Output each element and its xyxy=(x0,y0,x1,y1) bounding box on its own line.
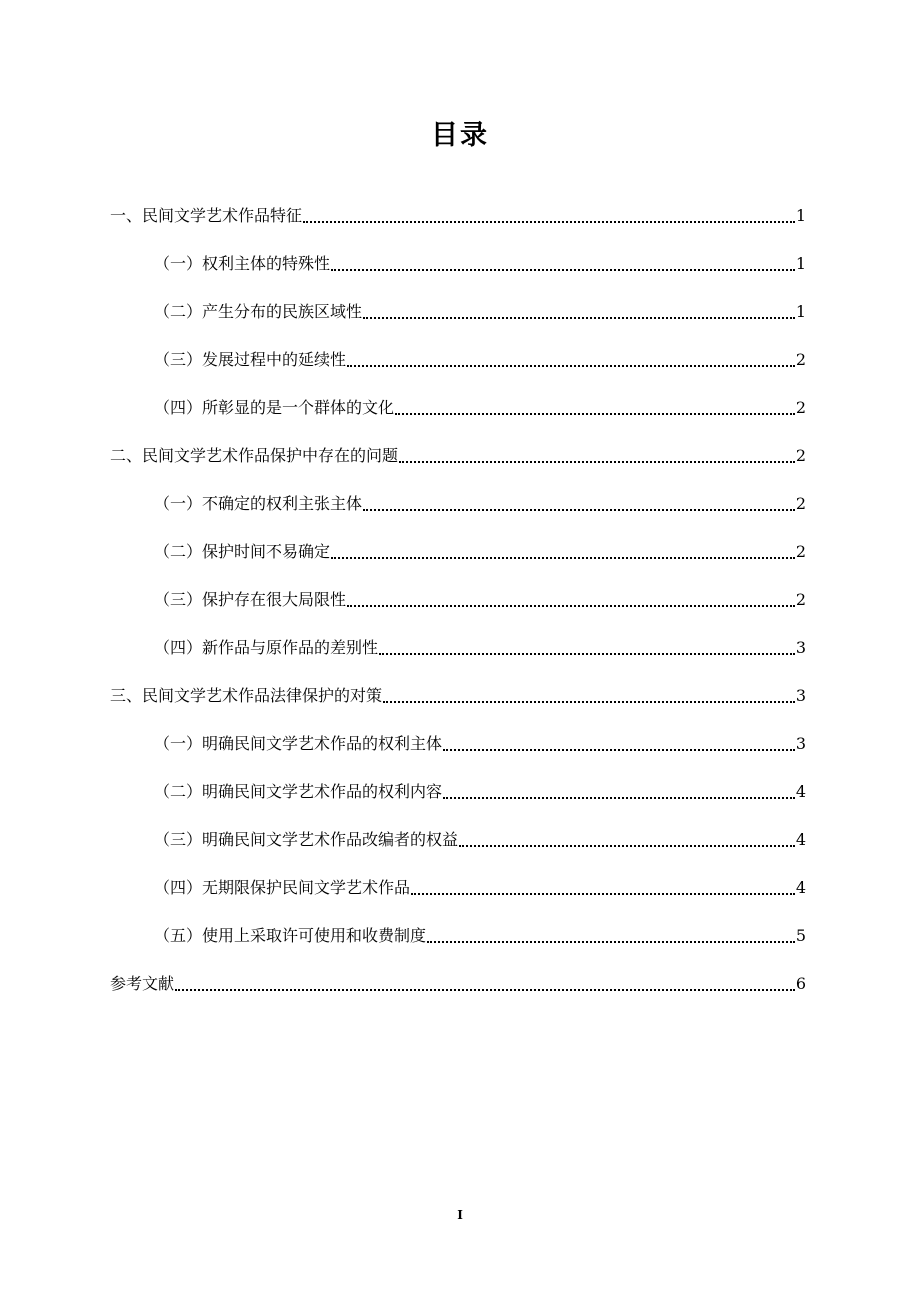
page-title: 目录 xyxy=(431,120,489,151)
toc-entry-page: 4 xyxy=(795,830,806,849)
toc-leader-dots xyxy=(175,989,795,991)
toc-leader-dots xyxy=(303,221,795,223)
toc-entry[interactable] xyxy=(110,858,806,906)
toc-entry[interactable] xyxy=(110,234,806,282)
toc-entry-page: 1 xyxy=(795,206,806,225)
toc-leader-dots xyxy=(331,557,795,559)
toc-leader-dots xyxy=(331,269,795,271)
toc-entry-label: 二、民间文学艺术作品保护中存在的问题 xyxy=(110,446,399,465)
toc-leader-dots xyxy=(459,845,795,847)
toc-entry[interactable] xyxy=(110,378,806,426)
toc-leader-dots xyxy=(443,797,795,799)
toc-entry-page: 2 xyxy=(795,542,806,561)
toc-entry-page: 2 xyxy=(795,398,806,417)
toc-entry[interactable] xyxy=(110,762,806,810)
toc-entry-page: 1 xyxy=(795,302,806,321)
toc-entry-page: 2 xyxy=(795,350,806,369)
toc-entry[interactable] xyxy=(110,954,806,1002)
toc-entry[interactable] xyxy=(110,714,806,762)
toc-entry-page: 6 xyxy=(795,974,806,993)
toc-entry-label: 三、民间文学艺术作品法律保护的对策 xyxy=(110,686,383,705)
toc-entry-page: 2 xyxy=(795,446,806,465)
toc-leader-dots xyxy=(347,365,795,367)
toc-entry[interactable] xyxy=(110,282,806,330)
table-of-contents xyxy=(110,186,806,1002)
toc-leader-dots xyxy=(363,317,795,319)
toc-entry-label: （二）明确民间文学艺术作品的权利内容 xyxy=(154,782,443,801)
toc-entry[interactable] xyxy=(110,474,806,522)
toc-entry-label: （三）保护存在很大局限性 xyxy=(154,590,347,609)
toc-entry-page: 1 xyxy=(795,254,806,273)
toc-leader-dots xyxy=(427,941,795,943)
toc-entry-label: （一）明确民间文学艺术作品的权利主体 xyxy=(154,734,443,753)
toc-leader-dots xyxy=(347,605,795,607)
toc-entry-label: （一）不确定的权利主张主体 xyxy=(154,494,363,513)
toc-entry-label: 参考文献 xyxy=(110,974,175,993)
toc-entry-page: 4 xyxy=(795,878,806,897)
toc-entry-label: （四）新作品与原作品的差别性 xyxy=(154,638,379,657)
toc-entry[interactable] xyxy=(110,570,806,618)
toc-entry[interactable] xyxy=(110,618,806,666)
page-number-footer: I xyxy=(457,1208,463,1222)
toc-entry[interactable] xyxy=(110,330,806,378)
toc-entry-page: 2 xyxy=(795,494,806,513)
toc-entry-label: （二）保护时间不易确定 xyxy=(154,542,331,561)
toc-entry-label: （四）所彰显的是一个群体的文化 xyxy=(154,398,395,417)
toc-leader-dots xyxy=(399,461,795,463)
toc-entry-page: 3 xyxy=(795,686,806,705)
toc-entry-label: （四）无期限保护民间文学艺术作品 xyxy=(154,878,411,897)
toc-entry-page: 2 xyxy=(795,590,806,609)
toc-entry[interactable] xyxy=(110,906,806,954)
toc-entry[interactable] xyxy=(110,810,806,858)
toc-entry[interactable] xyxy=(110,666,806,714)
toc-leader-dots xyxy=(383,701,795,703)
toc-entry-label: （三）明确民间文学艺术作品改编者的权益 xyxy=(154,830,459,849)
toc-leader-dots xyxy=(411,893,795,895)
toc-entry-page: 3 xyxy=(795,638,806,657)
toc-entry-page: 5 xyxy=(795,926,806,945)
toc-leader-dots xyxy=(363,509,795,511)
toc-entry[interactable] xyxy=(110,186,806,234)
toc-entry-page: 4 xyxy=(795,782,806,801)
toc-entry-label: （三）发展过程中的延续性 xyxy=(154,350,347,369)
toc-entry[interactable] xyxy=(110,426,806,474)
toc-entry-label: （二）产生分布的民族区域性 xyxy=(154,302,363,321)
toc-entry-label: （五）使用上采取许可使用和收费制度 xyxy=(154,926,427,945)
toc-entry-label: 一、民间文学艺术作品特征 xyxy=(110,206,303,225)
toc-leader-dots xyxy=(379,653,795,655)
toc-entry-label: （一）权利主体的特殊性 xyxy=(154,254,331,273)
toc-leader-dots xyxy=(395,413,795,415)
toc-leader-dots xyxy=(443,749,795,751)
toc-entry-page: 3 xyxy=(795,734,806,753)
toc-entry[interactable] xyxy=(110,522,806,570)
